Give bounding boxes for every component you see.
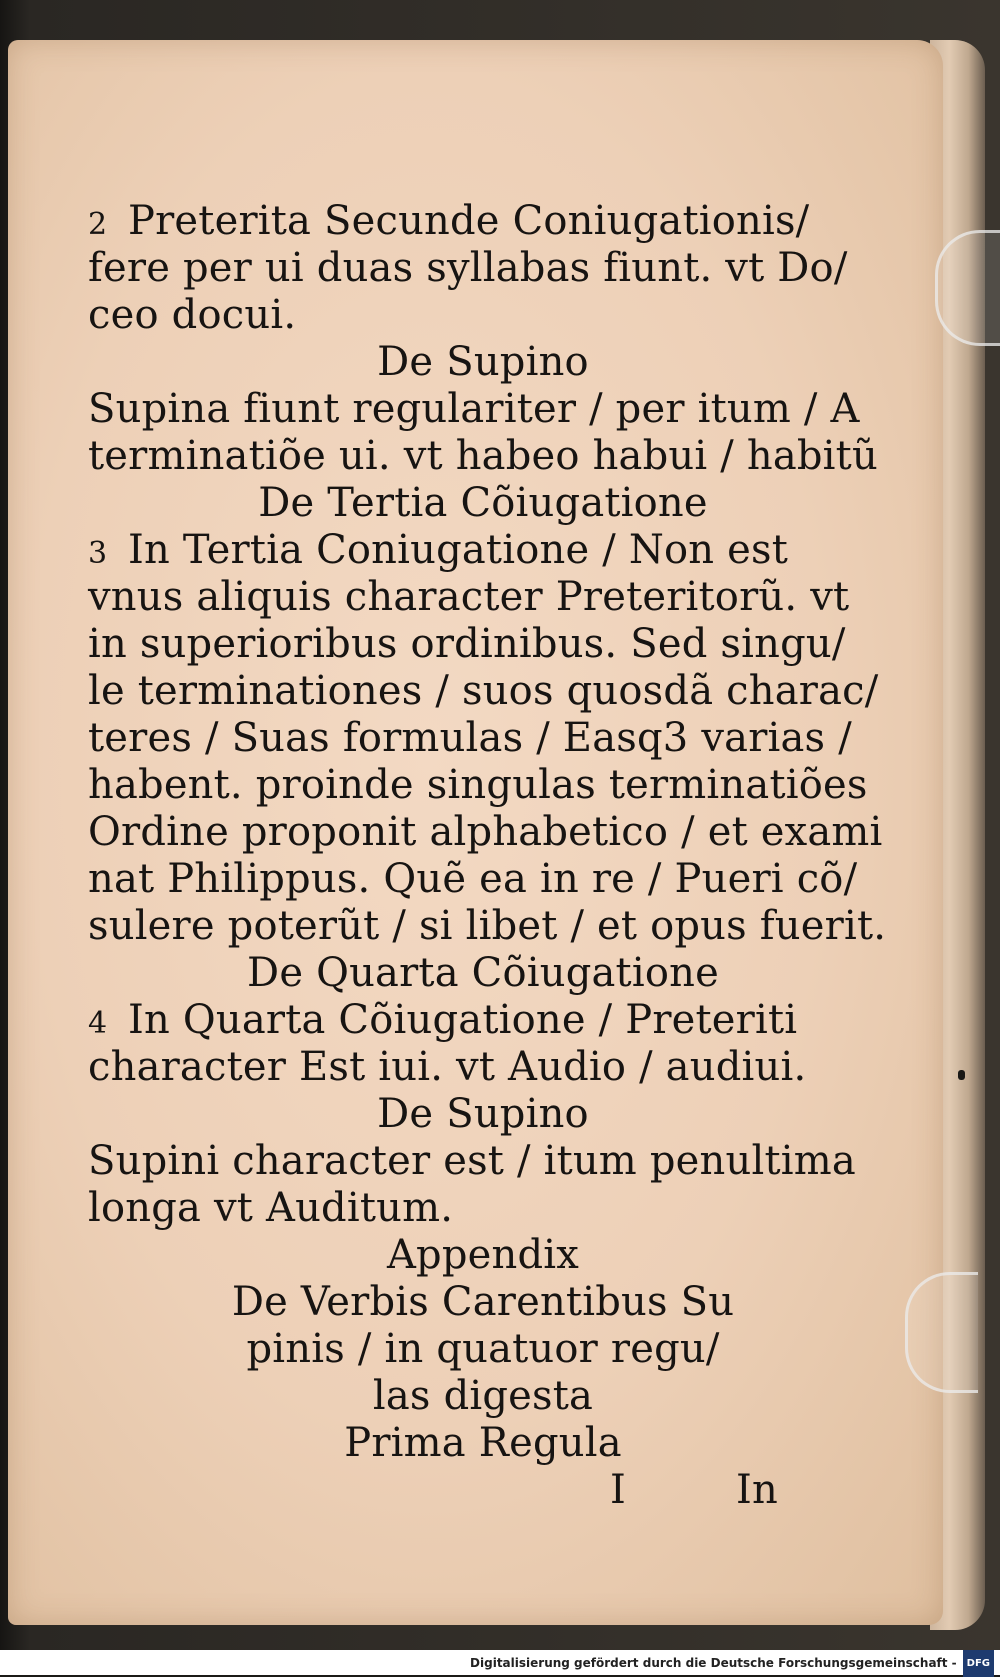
text-line: in superioribus ordinibus. Sed singu/ <box>88 621 846 667</box>
section-heading: De Quarta Cõiugatione <box>247 950 719 996</box>
text-line: 3 In Tertia Coniugatione / Non est <box>88 527 789 573</box>
text-line: vnus aliquis character Preteritorũ. vt <box>88 574 850 620</box>
text-line: 2 Preterita Secunde Coniugationis/ <box>88 198 810 244</box>
page-clip-bottom <box>905 1272 978 1393</box>
page-mark <box>958 1070 965 1080</box>
text-line: Ordine proponit alphabetico / et exami <box>88 809 883 855</box>
section-heading: Prima Regula <box>344 1420 622 1466</box>
section-heading: De Supino <box>377 339 589 385</box>
text-line: Supina fiunt regulariter / per itum / A <box>88 386 860 432</box>
footer-credit: Digitalisierung gefördert durch die Deutsche Forschungsgemeinschaft - <box>470 1656 957 1670</box>
text-block <box>88 198 887 1514</box>
page-clip-top <box>935 230 1000 346</box>
signature-catchword-line <box>88 1467 878 1514</box>
section-heading: las digesta <box>372 1373 594 1419</box>
catchword: In <box>736 1467 778 1513</box>
text-line: ceo docui. <box>88 292 297 338</box>
section-heading: Appendix <box>386 1232 580 1278</box>
section-heading: De Tertia Cõiugatione <box>258 480 708 526</box>
section-heading: De Supino <box>377 1091 589 1137</box>
section-heading: pinis / in quatuor regu/ <box>246 1326 720 1372</box>
digitization-footer <box>0 1650 1000 1675</box>
text-line: longa vt Auditum. <box>88 1185 454 1231</box>
text-line: habent. proinde singulas terminatiões <box>88 762 868 808</box>
dfg-logo: DFG <box>963 1650 994 1677</box>
text-line: 4 In Quarta Cõiugatione / Preteriti <box>88 997 798 1043</box>
text-line: nat Philippus. Quẽ ea in re / Pueri cõ/ <box>88 856 858 902</box>
text-line: fere per ui duas syllabas fiunt. vt Do/ <box>88 245 848 291</box>
text-line: teres / Suas formulas / Easq3 varias / <box>88 715 852 761</box>
text-line: sulere poterũt / si libet / et opus fuerit. <box>88 903 887 949</box>
signature-mark: I <box>610 1467 627 1513</box>
text-line: Supini character est / itum penultima <box>88 1138 856 1184</box>
text-line: terminatiõe ui. vt habeo habui / habitũ <box>88 433 878 479</box>
text-line: character Est iui. vt Audio / audiui. <box>88 1044 807 1090</box>
section-heading: De Verbis Carentibus Su <box>231 1279 735 1325</box>
text-line: le terminationes / suos quosdã charac/ <box>88 668 879 714</box>
